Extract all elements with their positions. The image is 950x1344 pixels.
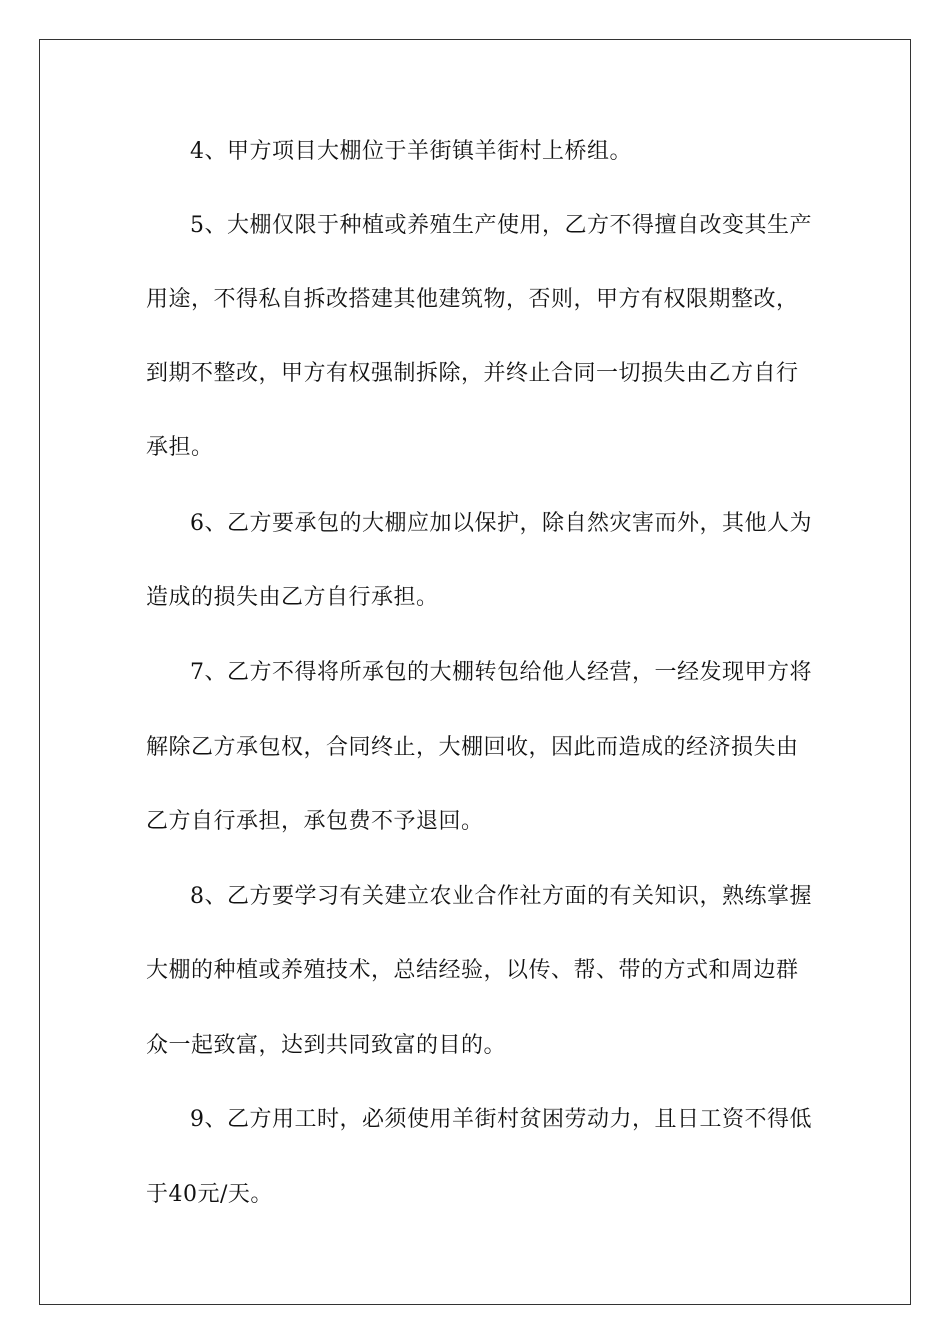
clause-5-line-1: 5、大棚仅限于种植或养殖生产使用，乙方不得擅自改变其生产 [190, 213, 812, 238]
clause-7-line-3: 乙方自行承担，承包费不予退回。 [146, 809, 484, 834]
clause-5-line-4: 承担。 [146, 435, 214, 460]
clause-8-line-3: 众一起致富，达到共同致富的目的。 [146, 1033, 507, 1058]
clause-5-line-2: 用途，不得私自拆改搭建其他建筑物，否则，甲方有权限期整改， [146, 287, 799, 312]
clause-9-line-2: 于40元/天。 [146, 1182, 273, 1207]
clause-9-line-1: 9、乙方用工时，必须使用羊街村贫困劳动力，且日工资不得低 [190, 1107, 812, 1132]
clause-6-line-1: 6、乙方要承包的大棚应加以保护，除自然灾害而外，其他人为 [190, 511, 812, 536]
clause-8-line-1: 8、乙方要学习有关建立农业合作社方面的有关知识，熟练掌握 [190, 884, 812, 909]
clause-4-line-1: 4、甲方项目大棚位于羊街镇羊街村上桥组。 [190, 139, 632, 164]
clause-7-line-1: 7、乙方不得将所承包的大棚转包给他人经营，一经发现甲方将 [190, 660, 812, 685]
clause-5-line-3: 到期不整改，甲方有权强制拆除，并终止合同一切损失由乙方自行 [146, 361, 799, 386]
clause-6-line-2: 造成的损失由乙方自行承担。 [146, 585, 439, 610]
clause-8-line-2: 大棚的种植或养殖技术，总结经验，以传、帮、带的方式和周边群 [146, 958, 799, 983]
clause-7-line-2: 解除乙方承包权，合同终止，大棚回收，因此而造成的经济损失由 [146, 735, 799, 760]
